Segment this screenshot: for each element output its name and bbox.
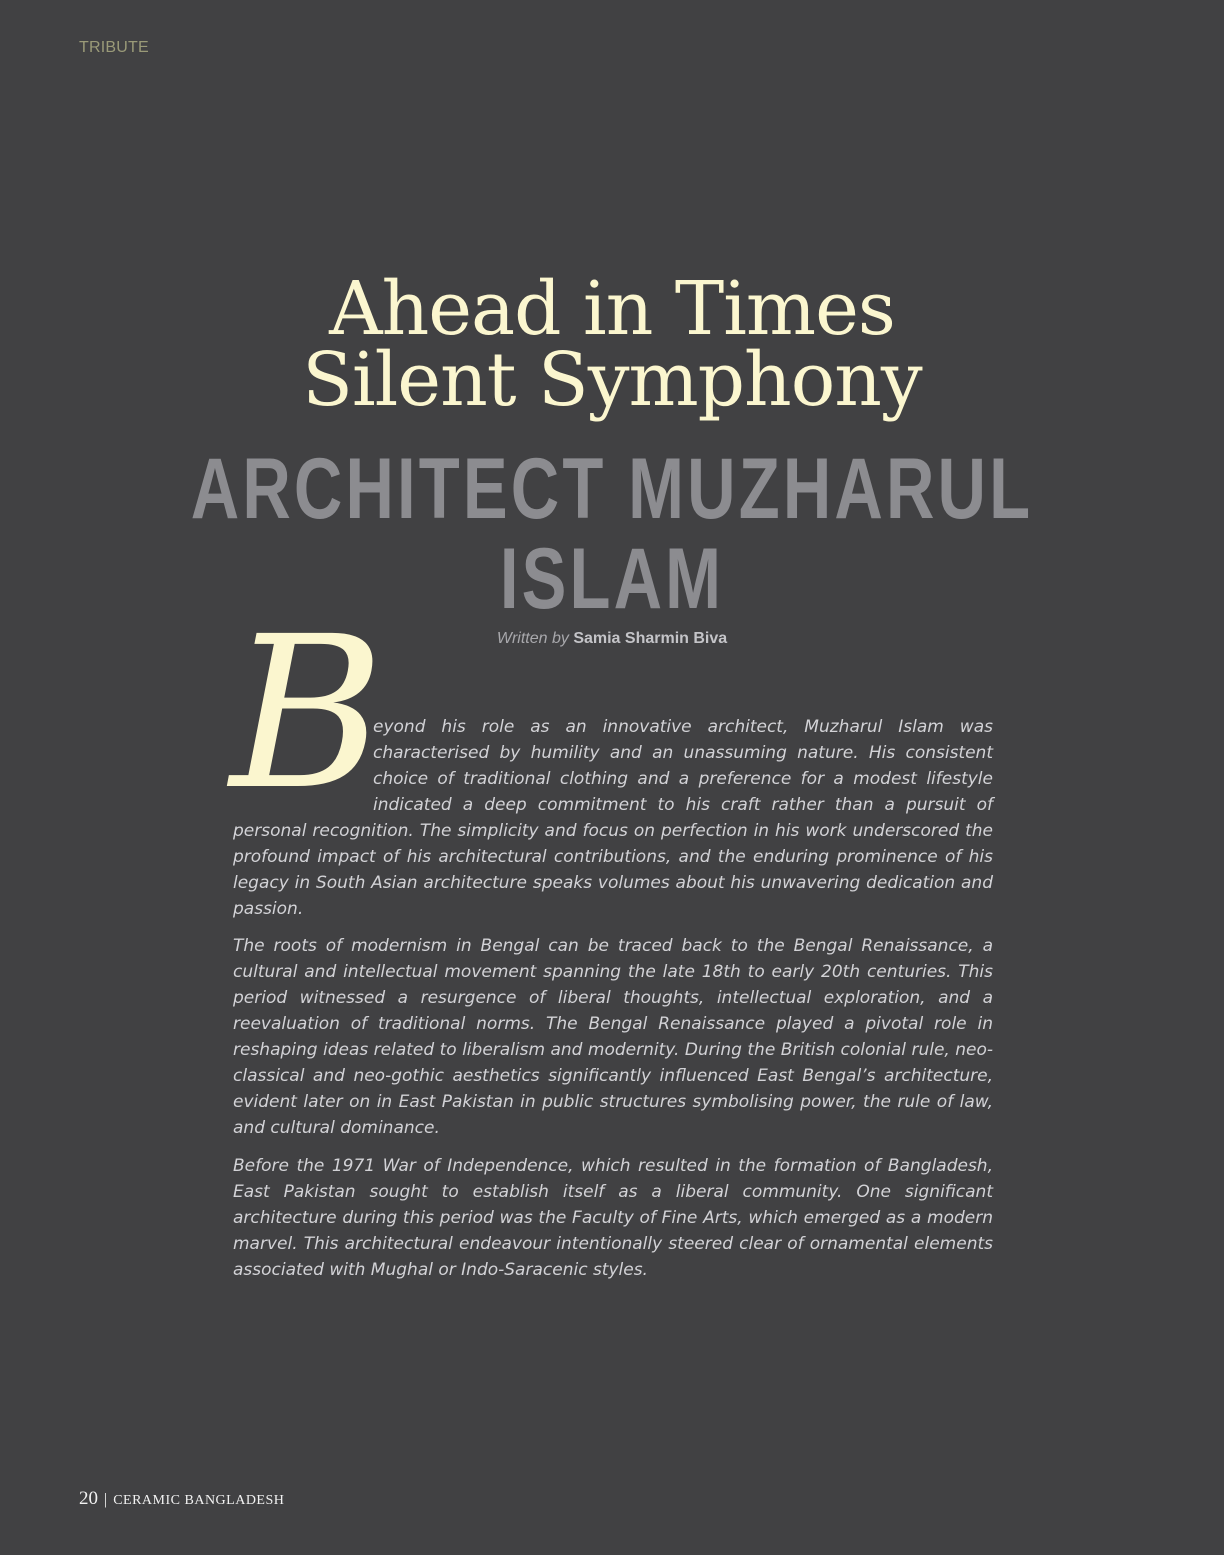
footer-separator: |: [104, 1491, 108, 1508]
magazine-name: CERAMIC BANGLADESH: [113, 1493, 285, 1508]
byline-prefix: Written by: [496, 630, 569, 647]
drop-cap-spacer: [233, 714, 373, 818]
article-subtitle: ARCHITECT MUZHARUL ISLAM: [190, 441, 1034, 627]
paragraph-3: Before the 1971 War of Independence, which resulted in the formation of Bangladesh, East Pakistan sought to establish itself as a liberal community. One significant architecture during this period was the Faculty of Fine Arts, which emerged as a modern marvel. This architectural endeavour intentionally steered clear of ornamental elements associated with Mughal or Indo-Saracenic styles.: [233, 1156, 993, 1280]
title-line-1: Ahead in Times: [329, 266, 895, 352]
page-number: 20: [79, 1488, 98, 1509]
paragraph-1-text: eyond his role as an innovative architect, Muzharul Islam was characterised by humility and an unassuming nature. His consistent choice of traditional clothing and a preference for a modest lifestyle indicated a deep commitment to his craft rather than a pursuit of personal recognition. The simplicity and focus on perfection in his work underscored the profound impact of his architectural contributions, and the enduring prominence of his legacy in South Asian architecture speaks volumes about his unwavering dedication and passion.: [233, 717, 993, 919]
title-line-2: Silent Symphony: [302, 337, 922, 423]
section-label: TRIBUTE: [79, 39, 149, 56]
byline: [0, 630, 1224, 648]
author-name: Samia Sharmin Biva: [573, 630, 728, 647]
drop-cap: B: [230, 591, 385, 836]
paragraph-1: [233, 714, 993, 922]
footer: [79, 1488, 284, 1510]
paragraph-2: The roots of modernism in Bengal can be traced back to the Bengal Renaissance, a cultural and intellectual movement spanning the late 18th to early 20th centuries. This period witnessed a resurgence of liberal thoughts, intellectual exploration, and a reevaluation of traditional norms. The Bengal Renaissance played a pivotal role in reshaping ideas related to liberalism and modernity. During the British colonial rule, neo-classical and neo-gothic aesthetics significantly influenced East Bengal’s architecture, evident later on in East Pakistan in public structures symbolising power, the rule of law, and cultural dominance.: [233, 936, 993, 1138]
